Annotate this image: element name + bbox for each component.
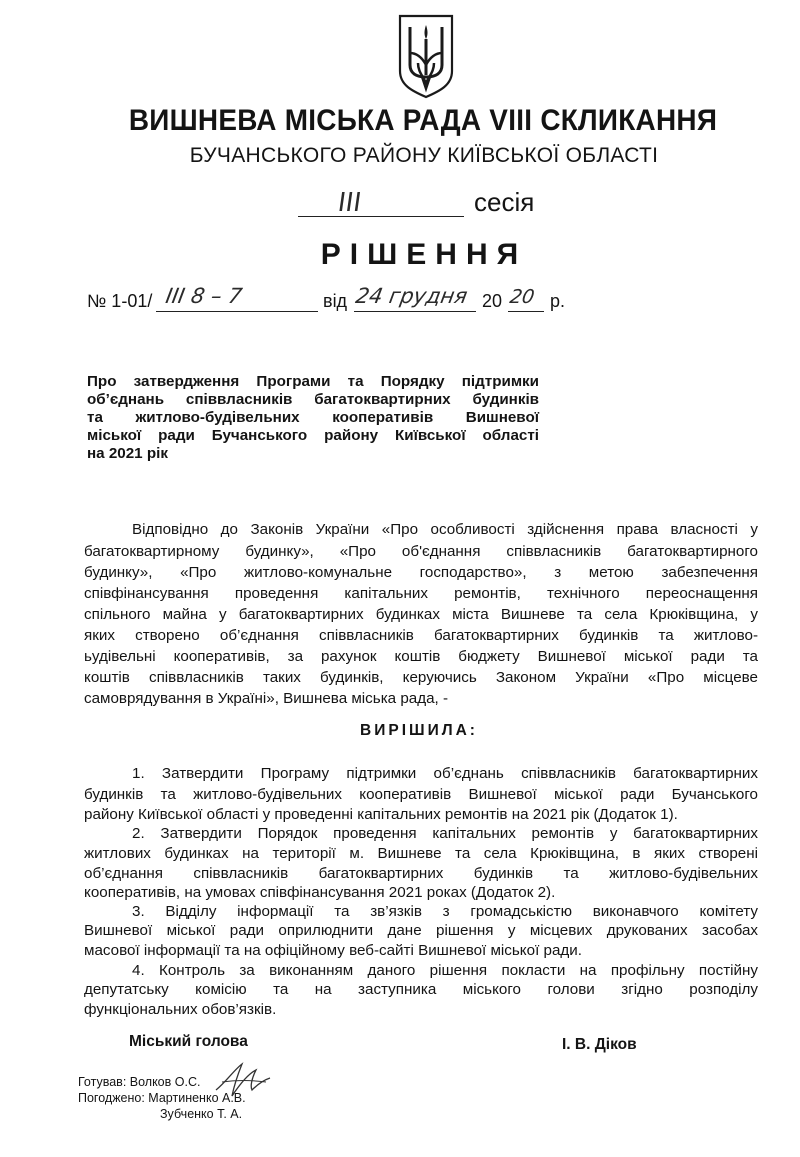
agreed-by: Погоджено: Мартиненко А.В. (78, 1091, 246, 1105)
item-1-line: будинків та житлово-будівельних кооперативів Вишневої міської ради Бучанського (84, 786, 758, 803)
decision-number-prefix: № 1-01/ (87, 291, 153, 311)
subject-line: та житлово-будівельних кооперативів Вишневої (87, 409, 539, 426)
preamble-line: багатоквартирному будинку», «Про об'єднання співвласників багатоквартирного (84, 543, 758, 560)
preamble-line: будинку», «Про житлово-комунальне господарство», з метою забезпечення (84, 564, 758, 581)
subject-line: на 2021 рік (87, 445, 168, 462)
preamble-line: Відповідно до Законів України «Про особливості здійснення права власності у (132, 521, 758, 538)
decision-year-prefix: 20 (482, 291, 503, 311)
decision-date-prefix: від (323, 291, 348, 311)
item-3-line: масової інформації та на офіційному веб-сайті Вишневої міської ради. (84, 942, 582, 959)
decision-number-underline (156, 311, 318, 312)
item-3-line: 3. Відділу інформації та зв’язків з громадськістю виконавчого комітету (132, 903, 758, 920)
decision-year-suffix: р. (550, 291, 566, 311)
session-number-underline (298, 216, 464, 217)
decision-subject (87, 373, 539, 463)
preamble-line: спільного майна у багатоквартирних будинках міста Вишневе та села Крюківщина, у (84, 606, 758, 623)
agreed-by-second: Зубченко Т. А. (160, 1107, 243, 1121)
item-2-line: житлових будинках на території м. Вишневе та села Крюківщина, в яких створені (84, 845, 758, 862)
subject-line: Про затвердження Програми та Порядку підтримки (87, 373, 539, 390)
council-title: ВИШНЕВА МІСЬКА РАДА VIII СКЛИКАННЯ (128, 104, 718, 137)
item-2-line: кооперативів, на умовах співфінансування 2021 роках (Додаток 2). (84, 884, 556, 901)
decision-date-handwritten: 24 грудня (353, 284, 470, 308)
preamble-line: ьудівельні кооперативів, за рахунок коштів бюджету Вишневої міської ради та (84, 648, 758, 665)
preamble-line: яких створено об’єднання співвласників багатоквартирних будинків та житлово- (84, 627, 758, 644)
preamble-line: співфінансування проведення капітальних ремонтів, технічного переоснащення (84, 585, 758, 602)
decision-date-underline (354, 311, 476, 312)
trident-coat-of-arms-icon (396, 13, 456, 99)
item-1-line: 1. Затвердити Програму підтримки об’єднань співвласників багатоквартирних (132, 765, 758, 782)
session-label: сесія (474, 187, 535, 217)
decision-year-handwritten: 20 (508, 286, 537, 308)
session-number-handwritten: III (335, 188, 364, 218)
item-4-line: 4. Контроль за виконанням даного рішення покласти на профільну постійну (132, 962, 758, 979)
mayor-label: Міський голова (129, 1033, 248, 1050)
prepared-by: Готував: Волков О.С. (78, 1075, 201, 1089)
item-2-line: об’єднання співвласників багатоквартирних будинків та житлово-будівельних (84, 865, 758, 882)
item-1-line: району Київської області у проведенні капітальних ремонтів на 2021 рік (Додаток 1). (84, 806, 678, 823)
handwritten-signature (212, 1060, 272, 1100)
item-3-line: Вишневої міської ради оприлюднити дане рішення у місцевих друкованих засобах (84, 922, 758, 939)
item-4-line: депутатську комісію та на заступника міського голови згідно розподілу (84, 981, 758, 998)
council-subtitle: БУЧАНСЬКОГО РАЙОНУ КИЇВСЬКОЇ ОБЛАСТІ (189, 144, 659, 167)
preamble-line: самоврядування в Україні», Вишнева міська рада, - (84, 690, 449, 707)
mayor-name: І. В. Діков (562, 1036, 637, 1053)
item-2-line: 2. Затвердити Порядок проведення капітальних ремонтів у багатоквартирних (132, 825, 758, 842)
item-4-line: функціональних обов’язків. (84, 1001, 277, 1018)
subject-line: міської ради Бучанського району Київської області (87, 427, 539, 444)
preamble-line: коштів співвласників таких будинків, керуючись Законом України «Про місцеве (84, 669, 758, 686)
resolved-heading: ВИРІШИЛА: (360, 722, 478, 739)
decision-year-underline (508, 311, 544, 312)
decision-number-handwritten: III 8 – 7 (163, 284, 244, 308)
decision-title: РІШЕННЯ (320, 238, 528, 271)
subject-line: об’єднань співвласників багатоквартирних будинків (87, 391, 539, 408)
